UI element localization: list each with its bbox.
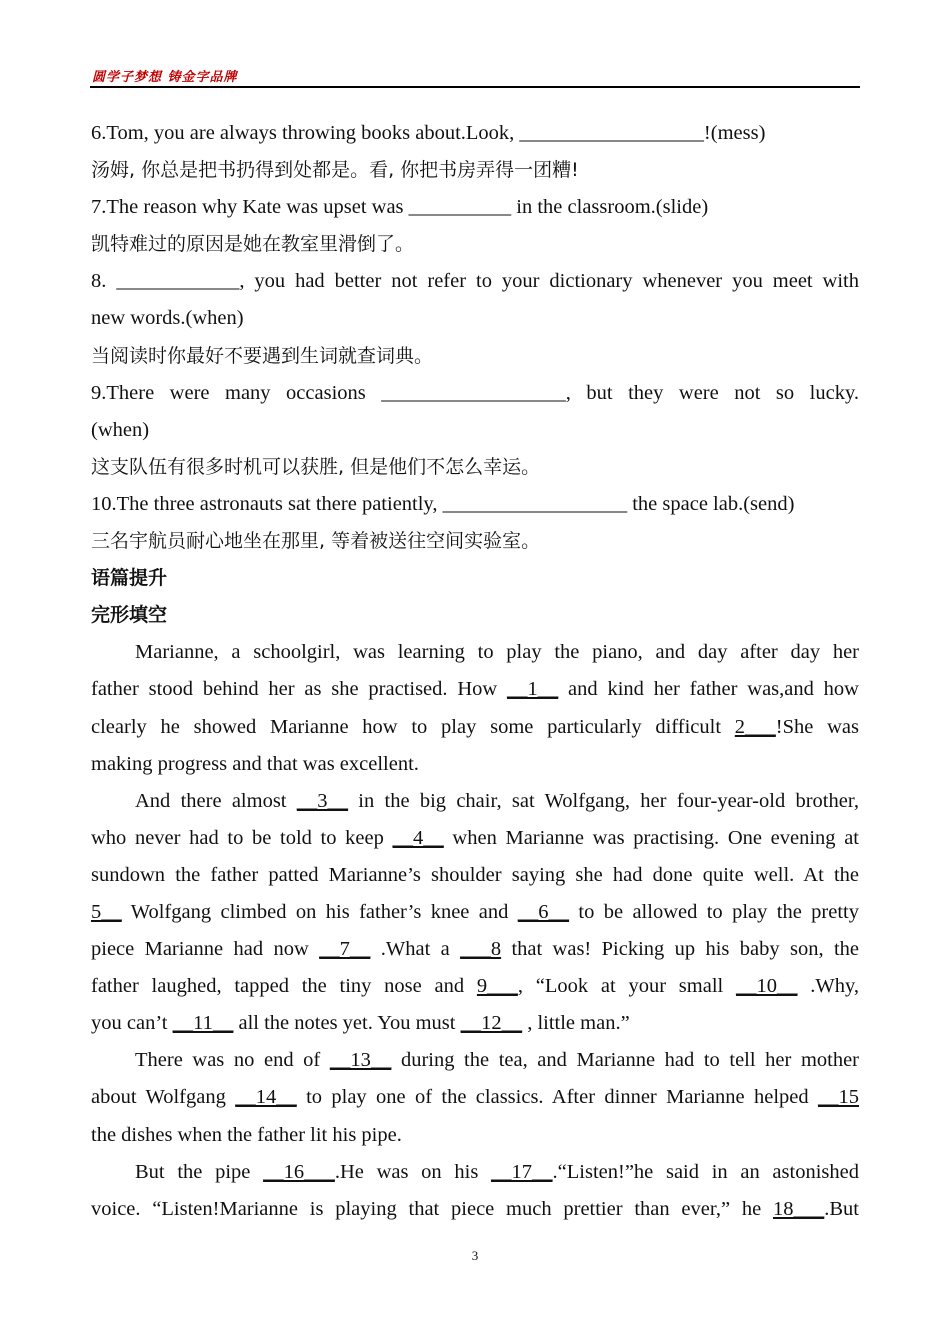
passage-p1-line1: Marianne, a schoolgirl, was learning to play the piano, and day after day her: [135, 641, 859, 664]
exercise-8-english-line2: new words.(when): [91, 307, 244, 330]
passage-p2-line3: sundown the father patted Marianne’s shoulder saying she had done quite well. At the: [91, 863, 859, 886]
blank-3: __3__: [296, 789, 349, 812]
blank-15: __15: [818, 1086, 859, 1109]
header-brand: 圆学子梦想 铸金字品牌: [92, 70, 238, 85]
blank-16: __16___: [263, 1160, 335, 1183]
passage-p1-line3: clearly he showed Marianne how to play some particularly difficult 2___!She was: [91, 715, 859, 738]
exercise-9-english-line2: (when): [91, 418, 150, 441]
section-subtitle: 完形填空: [91, 604, 168, 627]
blank-5: 5__: [91, 900, 122, 923]
blank-7: __7__: [319, 938, 371, 961]
exercise-9-english-line1: 9.There were many occasions __________________, but they were not so lucky.: [91, 381, 859, 404]
passage-p4-line2: voice. “Listen!Marianne is playing that piece much prettier than ever,” he 18___.But: [91, 1197, 859, 1220]
blank-14: __14__: [235, 1086, 297, 1109]
passage-p2-line1: And there almost __3__ in the big chair, sat Wolfgang, her four-year-old brother,: [135, 789, 859, 812]
blank-1: __1__: [507, 678, 559, 701]
passage-p2-line4: 5__ Wolfgang climbed on his father’s knee and __6__ to be allowed to play the pretty: [91, 900, 859, 923]
page-number: 3: [471, 1248, 479, 1263]
passage-p1-line2: father stood behind her as she practised. How __1__ and kind her father was,and how: [91, 678, 859, 701]
blank-6: __6__: [517, 900, 570, 923]
passage-p2-line5: piece Marianne had now __7__ .What a ___8 that was! Picking up his baby son, the: [91, 938, 859, 961]
document-body: [91, 115, 859, 1228]
exercise-6-chinese: 汤姆, 你总是把书扔得到处都是。看, 你把书房弄得一团糟!: [91, 159, 579, 182]
section-title: 语篇提升: [91, 567, 168, 590]
passage-p3-line2: about Wolfgang __14__ to play one of the classics. After dinner Marianne helped __15: [91, 1086, 859, 1109]
exercise-6-english: 6.Tom, you are always throwing books about.Look, __________________!(mess): [91, 122, 766, 144]
passage-p2-line2: who never had to be told to keep __4__ when Marianne was practising. One evening at: [91, 826, 859, 849]
blank-11: __11__: [172, 1012, 234, 1035]
blank-18: 18___: [773, 1197, 825, 1220]
blank-10: __10__: [735, 975, 798, 998]
passage-p3-line1: There was no end of __13__ during the tea, and Marianne had to tell her mother: [135, 1049, 860, 1072]
blank-4: __4__: [392, 826, 444, 849]
exercise-9-chinese: 这支队伍有很多时机可以获胜, 但是他们不怎么幸运。: [91, 455, 541, 478]
exercise-8-english-line1: 8. ____________, you had better not refer to your dictionary whenever you meet with: [91, 270, 859, 293]
exercise-8-chinese: 当阅读时你最好不要遇到生词就查词典。: [91, 344, 434, 367]
blank-9: 9___: [476, 975, 518, 998]
header-rule: [90, 86, 860, 88]
passage-p2-line7: you can’t __11__ all the notes yet. You must __12__ , little man.”: [91, 1012, 630, 1035]
blank-8: ___8: [460, 938, 502, 961]
blank-17: __17__: [491, 1160, 553, 1183]
exercise-10-english: 10.The three astronauts sat there patiently, __________________ the space lab.(send): [91, 492, 795, 515]
blank-2: 2___: [734, 715, 776, 738]
exercise-10-chinese: 三名宇航员耐心地坐在那里, 等着被送往空间实验室。: [91, 530, 541, 553]
blank-12: __12__: [460, 1012, 523, 1035]
blank-13: __13__: [329, 1049, 392, 1072]
passage-p2-line6: father laughed, tapped the tiny nose and 9___, “Look at your small __10__ .Why,: [91, 975, 859, 998]
exercise-7-chinese: 凯特难过的原因是她在教室里滑倒了。: [91, 233, 415, 256]
exercise-7-english: 7.The reason why Kate was upset was __________ in the classroom.(slide): [91, 196, 709, 219]
passage-p3-line3: the dishes when the father lit his pipe.: [91, 1123, 402, 1146]
passage-p1-line4: making progress and that was excellent.: [91, 752, 419, 775]
passage-p4-line1: But the pipe __16___.He was on his __17__.“Listen!”he said in an astonished: [135, 1160, 859, 1183]
